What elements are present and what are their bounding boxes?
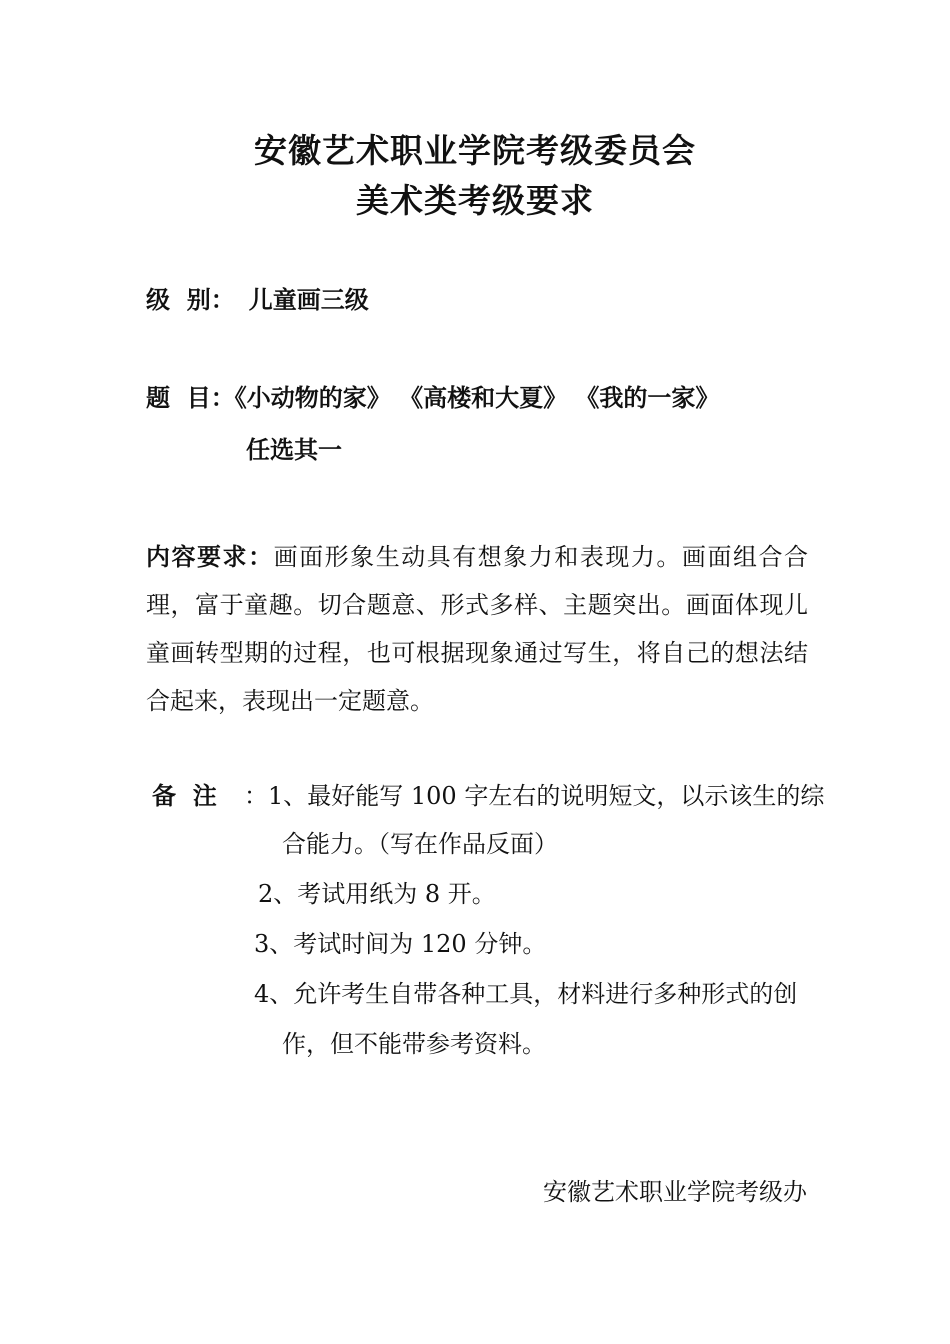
note-2: 2、考试用纸为 8 开。	[258, 880, 496, 908]
topic-row	[146, 383, 720, 412]
level-value: 儿童画三级	[248, 285, 369, 314]
topic-label: 题 目：	[146, 383, 235, 412]
note-1-line2: 合能力。（写在作品反面）	[282, 830, 558, 858]
document-title: 安徽艺术职业学院考级委员会	[254, 131, 696, 170]
note-3: 3、考试时间为 120 分钟。	[254, 930, 547, 958]
note-1-line1: ：1、最好能写 100 字左右的说明短文，以示该生的综	[244, 782, 825, 810]
document-subtitle: 美术类考级要求	[356, 181, 594, 220]
notes-label	[152, 781, 217, 810]
note-4-line2: 作，但不能带参考资料。	[282, 1030, 546, 1058]
content-label: 内容要求：	[146, 542, 274, 571]
level-label: 级 别：	[146, 285, 235, 314]
note-4-line1: 4、允许考生自带各种工具，材料进行多种形式的创	[254, 980, 798, 1008]
content-requirements	[146, 533, 808, 725]
topic-value: 《小动物的家》 《高楼和大夏》 《我的一家》	[234, 383, 720, 412]
topic-note: 任选其一	[246, 435, 342, 464]
notes-label-text: 备 注	[152, 781, 217, 810]
issuer-signature: 安徽艺术职业学院考级办	[543, 1178, 807, 1206]
level-row	[146, 285, 369, 314]
content-text: 画面形象生动具有想象力和表现力。画面组合合理，富于童趣。切合题意、形式多样、主题突出。画面体现儿童画转型期的过程，也可根据现象通过写生，将自己的想法结合起来，表现出一定题意。	[146, 543, 809, 715]
